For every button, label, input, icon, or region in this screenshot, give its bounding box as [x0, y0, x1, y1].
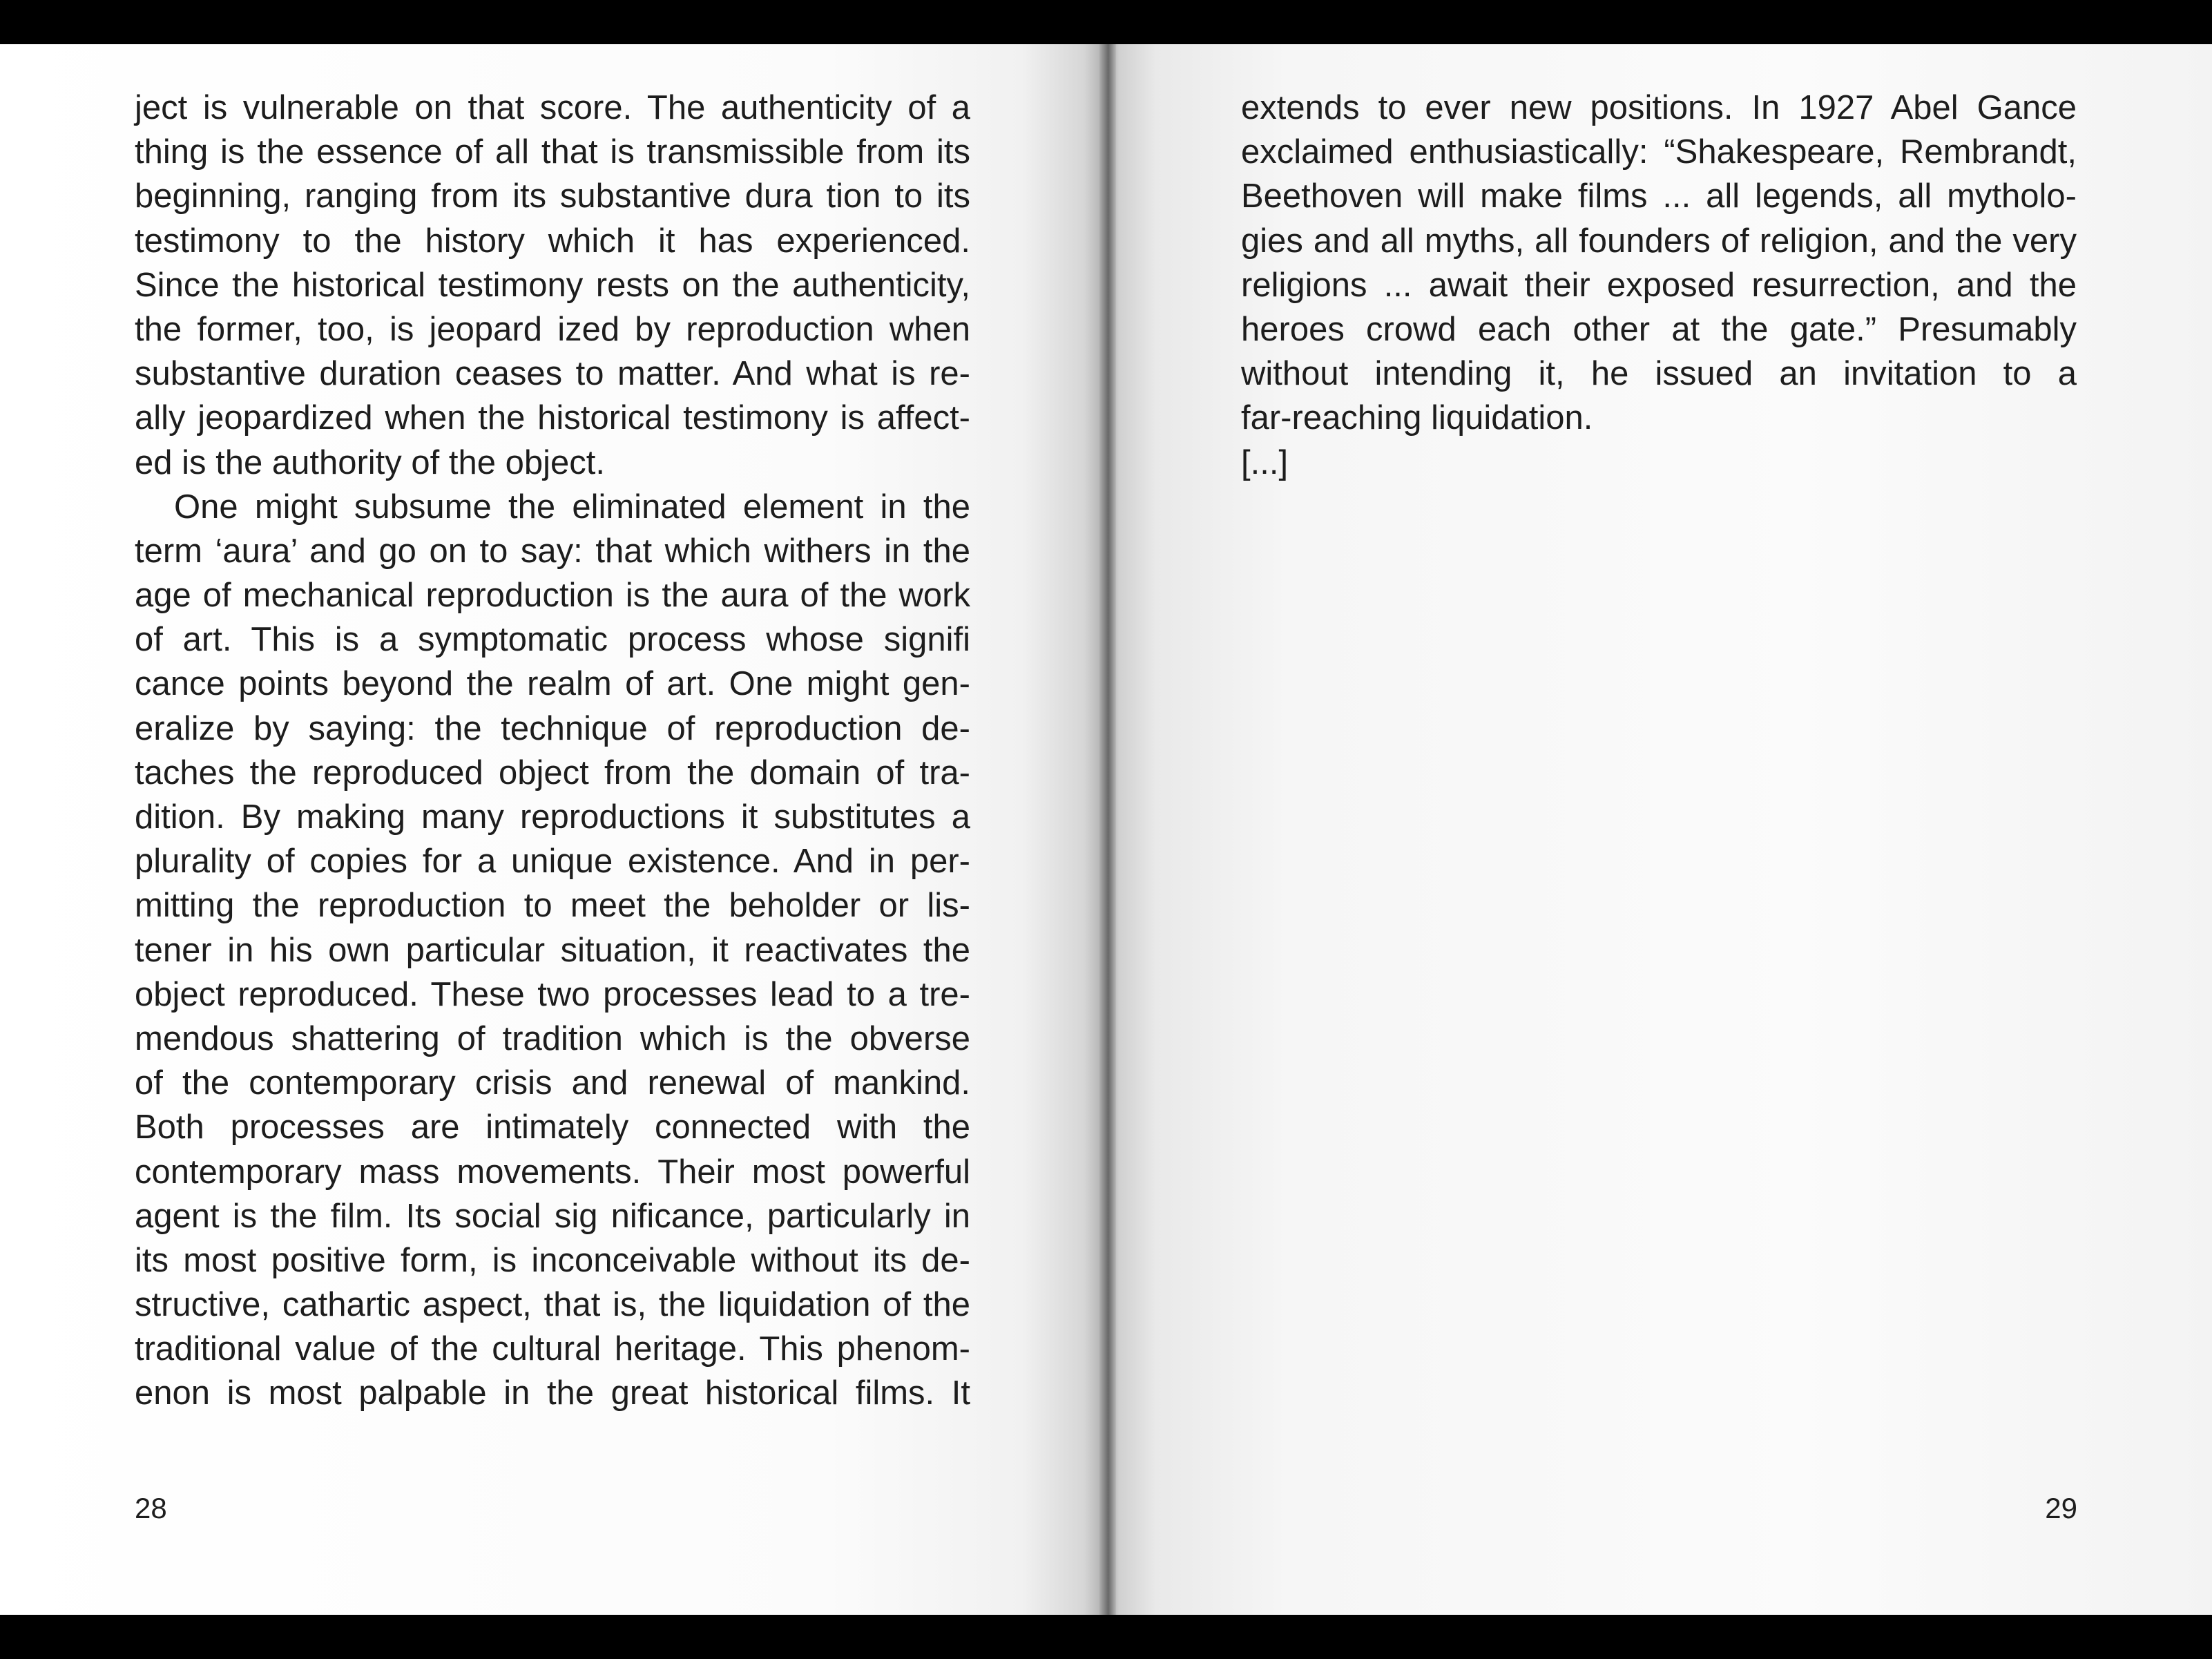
bottom-black-band [0, 1615, 2212, 1659]
text-line: testimony to the history which it has experienced. [135, 222, 970, 260]
text-line: plurality of copies for a unique existence. And in per- [135, 843, 970, 881]
text-line: mendous shattering of tradition which is the obverse [135, 1019, 970, 1057]
text-line: gies and all myths, all founders of religion, and the very [1241, 222, 2077, 260]
text-line: ally jeopardized when the historical testimony is affect- [135, 399, 970, 437]
text-line: mitting the reproduction to meet the beholder or lis- [135, 887, 970, 925]
text-line: traditional value of the cultural heritage. This phenom- [135, 1330, 970, 1368]
page-number-left: 28 [135, 1492, 167, 1524]
text-line: taches the reproduced object from the domain of tra- [135, 754, 970, 792]
text-line: far-reaching liquidation. [1241, 399, 1593, 437]
text-line: the former, too, is jeopard ized by reproduction when [135, 310, 970, 348]
text-line: dition. By making many reproductions it substitutes a [135, 798, 970, 836]
text-line: agent is the film. Its social sig nificance, particularly in [135, 1197, 970, 1235]
text-line: enon is most palpable in the great historical films. It [135, 1374, 970, 1412]
text-line: object reproduced. These two processes lead to a tre- [135, 975, 970, 1013]
text-line: ject is vulnerable on that score. The authenticity of a [135, 89, 970, 126]
left-page-text [135, 86, 970, 1416]
text-line: exclaimed enthusiastically: “Shakespeare, Rembrandt, [1241, 133, 2077, 171]
text-line: religions ... await their exposed resurrection, and the [1241, 266, 2077, 304]
text-line: thing is the essence of all that is transmissible from its [135, 133, 970, 171]
right-page-text [1241, 86, 2077, 485]
text-line: of the contemporary crisis and renewal of mankind. [135, 1064, 970, 1102]
text-line: contemporary mass movements. Their most powerful [135, 1153, 970, 1191]
ellipsis-marker: [...] [1241, 443, 1289, 481]
text-line: cance points beyond the realm of art. One might gen- [135, 665, 970, 703]
paragraph-first-line: One might subsume the eliminated element in the [174, 488, 970, 526]
top-black-band [0, 0, 2212, 44]
book-gutter [1099, 44, 1116, 1615]
text-line: eralize by saying: the technique of reproduction de- [135, 709, 970, 747]
page-number-right: 29 [2045, 1492, 2077, 1524]
text-line: its most positive form, is inconceivable without its de- [135, 1241, 970, 1279]
text-line: substantive duration ceases to matter. And what is re- [135, 355, 970, 393]
text-line: extends to ever new positions. In 1927 Abel Gance [1241, 89, 2077, 126]
text-line: ed is the authority of the object. [135, 443, 605, 481]
text-line: heroes crowd each other at the gate.” Presumably [1241, 310, 2077, 348]
text-line: age of mechanical reproduction is the aura of the work [135, 577, 970, 615]
text-line: tener in his own particular situation, it reactivates the [135, 931, 970, 969]
text-line: Both processes are intimately connected with the [135, 1109, 970, 1147]
text-line: structive, cathartic aspect, that is, the liquidation of the [135, 1286, 970, 1324]
text-line: without intending it, he issued an invitation to a [1241, 355, 2077, 393]
text-line: beginning, ranging from its substantive dura tion to its [135, 178, 970, 215]
text-line: Beethoven will make films ... all legends, all mytholo- [1241, 178, 2077, 215]
text-line: Since the historical testimony rests on the authenticity, [135, 266, 970, 304]
text-line: of art. This is a symptomatic process whose signifi [135, 621, 970, 659]
text-line: term ‘aura’ and go on to say: that which withers in the [135, 532, 970, 570]
